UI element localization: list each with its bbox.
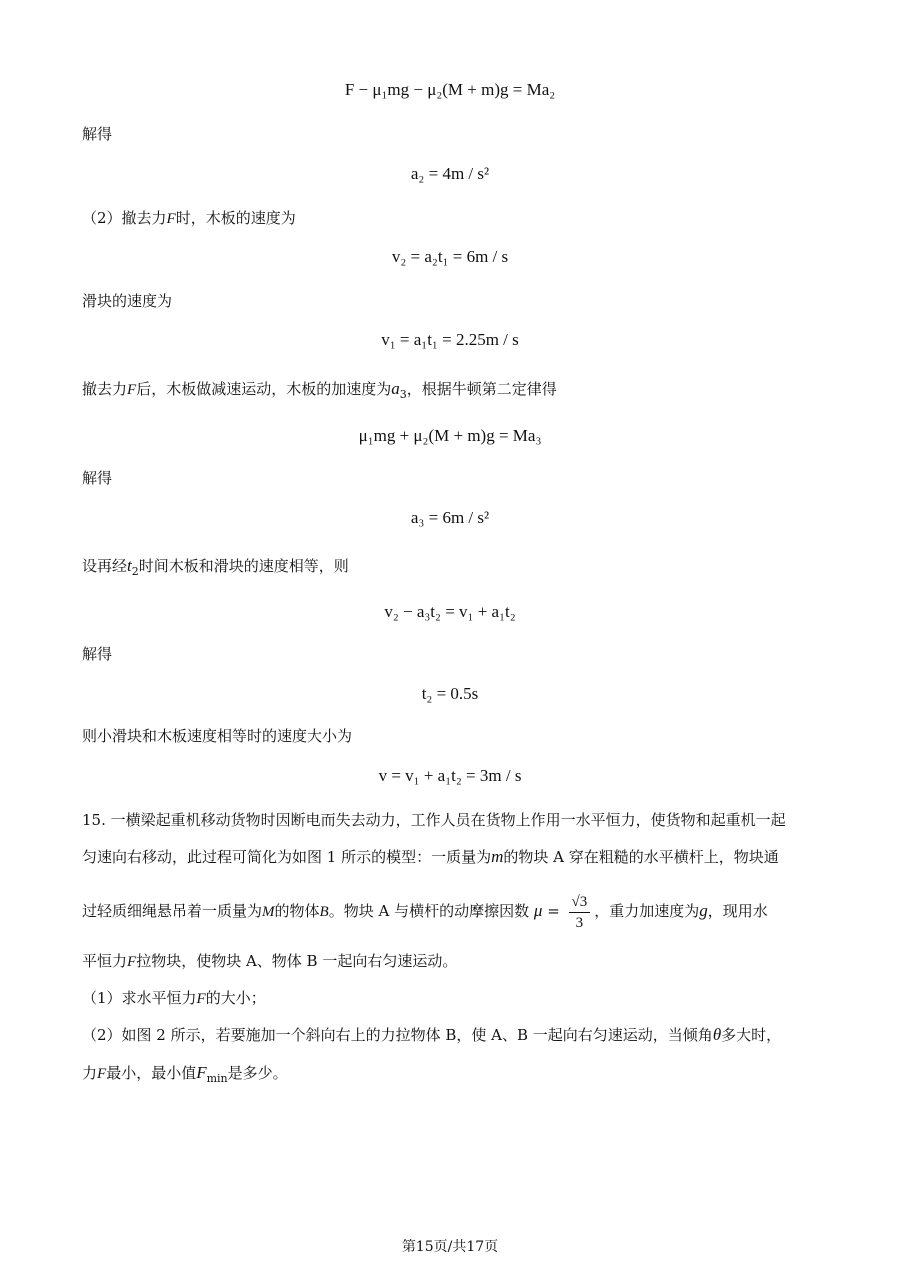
text-jiede-2: 解得 xyxy=(82,469,113,487)
equation-v2: v₂ = a₂t₁ = 6m / s xyxy=(391,247,509,266)
text-jiede-3: 解得 xyxy=(82,645,113,663)
equation-final-velocity: v = v₁ + a₁t₂ = 3m / s xyxy=(378,766,522,785)
equation-newton-board-force: F − μ₁mg − μ₂(M + m)g = Ma₂ xyxy=(344,80,556,99)
question-15-sub-3: 力F最小，最小值$F_{min}$是多少。 xyxy=(82,1063,288,1085)
question-15-sub-2: （2）如图 2 所示，若要施加一个斜向右上的力拉物体 B，使 A、B 一起向右匀速运动，当倾角θ多大时， xyxy=(82,1025,782,1044)
mu-symbol: μ xyxy=(533,901,543,920)
equation-a3-result: a₃ = 6m / s² xyxy=(410,508,490,527)
text-equal-speed: 则小滑块和木板速度相等时的速度大小为 xyxy=(82,727,353,745)
question-15-line-2: 匀速向右移动，此过程可简化为如图 1 所示的模型：一质量为m的物块 A 穿在粗糙的水平横杆上，物块通 xyxy=(82,847,779,866)
equation-a2-result: a₂ = 4m / s² xyxy=(410,164,490,183)
equation-velocity-equal: v₂ − a₃t₂ = v₁ + a₁t₂ xyxy=(384,602,516,621)
question-15-line-1: 15. 一横梁起重机移动货物时因断电而失去动力，工作人员在货物上作用一水平恒力，使货物和起重机一起 xyxy=(82,811,786,829)
question-15-line-3: 过轻质细绳悬吊着一质量为M的物体B。物块 A 与横杆的动摩擦因数 μ = $\frac{√3}{3}$ ，重力加速度为g，现用水 xyxy=(82,893,768,931)
friction-coefficient-fraction: $\frac{√3}{3}$ xyxy=(569,892,591,933)
question-15-line-4: 平恒力F拉物块，使物块 A、物体 B 一起向右匀速运动。 xyxy=(82,952,458,970)
equation-newton-board-decel: μ₁mg + μ₂(M + m)g = Ma₃ xyxy=(358,426,542,445)
page-footer: 第15页/共17页 xyxy=(401,1239,499,1255)
equation-t2-result: t₂ = 0.5s xyxy=(421,684,479,703)
text-slider-velocity: 滑块的速度为 xyxy=(82,292,173,310)
text-after-remove-force: 撤去力F后，木板做减速运动，木板的加速度为$a_3$，根据牛顿第二定律得 xyxy=(82,379,557,401)
text-set-t2: 设再经$t_2$时间木板和滑块的速度相等，则 xyxy=(82,556,349,578)
text-jiede-1: 解得 xyxy=(82,125,113,143)
text-part2-intro: （2）撤去力F时，木板的速度为 xyxy=(82,209,296,227)
equation-v1: v₁ = a₁t₁ = 2.25m / s xyxy=(381,330,519,349)
question-15-sub-1: （1）求水平恒力F的大小； xyxy=(82,989,266,1007)
